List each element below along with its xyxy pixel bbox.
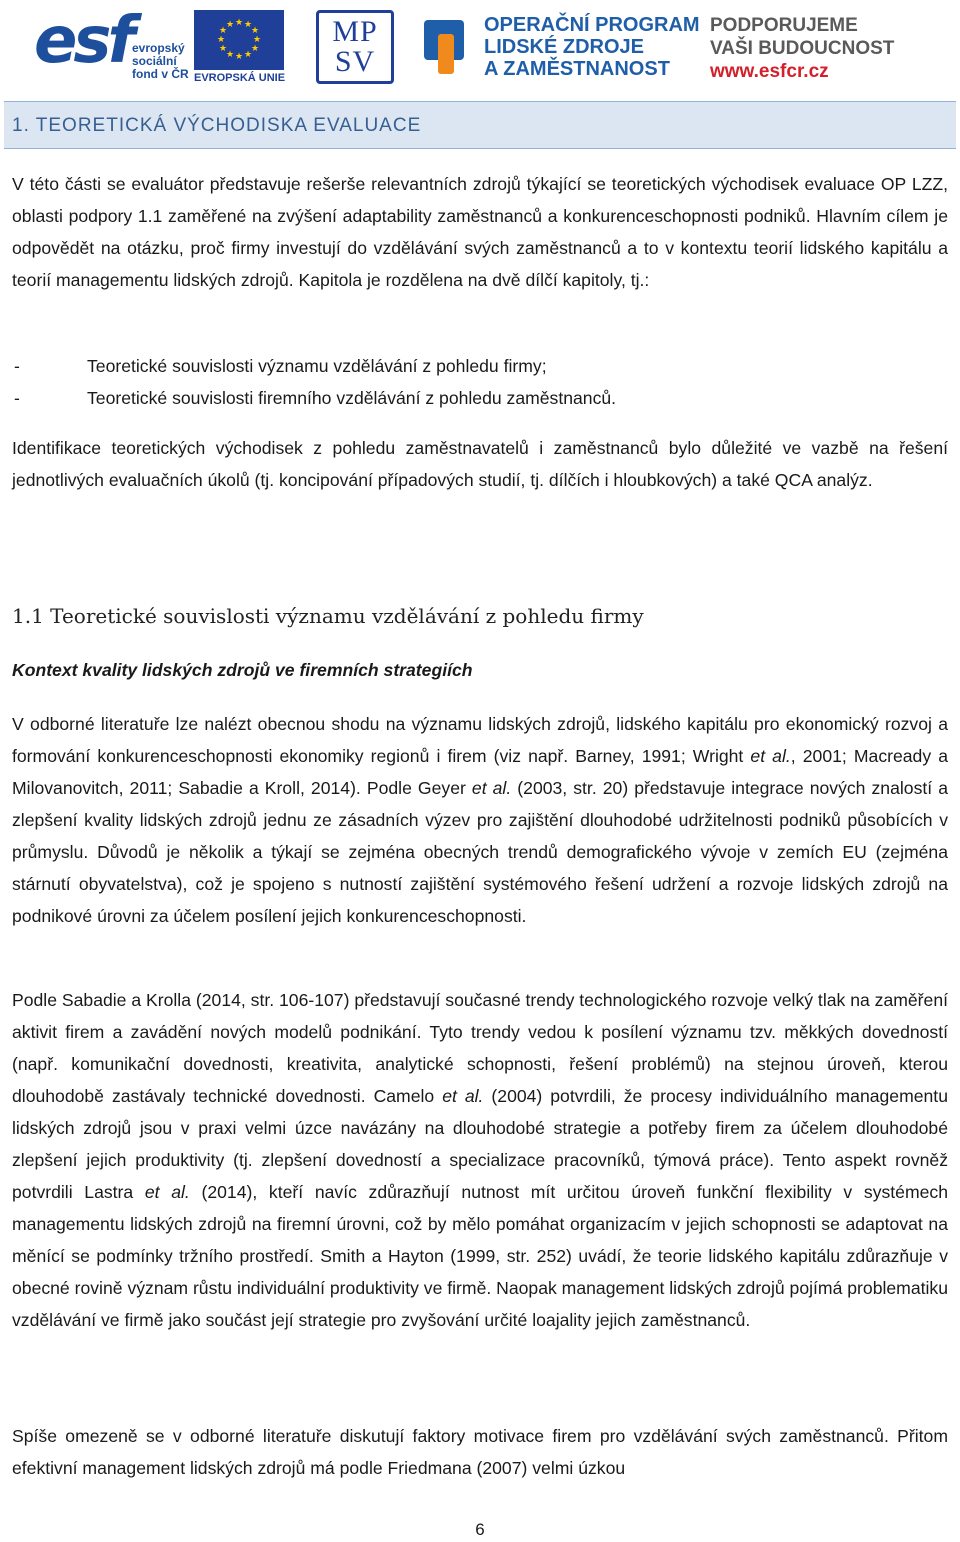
website-link[interactable]: www.esfcr.cz [710, 61, 829, 82]
svg-text:★: ★ [243, 20, 253, 30]
eu-flag-icon [194, 10, 284, 70]
para-identification [12, 432, 948, 496]
eu-logo [194, 10, 290, 84]
list-item: - Teoretické souvislosti významu vzdělávání z pohledu firmy; [12, 350, 948, 382]
page-number: 6 [475, 1520, 485, 1539]
svg-text:★: ★ [218, 26, 228, 36]
list-item: - Teoretické souvislosti firemního vzdělávání z pohledu zaměstnanců. [12, 382, 948, 414]
svg-text:★: ★ [216, 35, 226, 45]
eu-caption: EVROPSKÁ UNIE [194, 72, 286, 84]
svg-text:★: ★ [243, 50, 253, 60]
svg-text:★: ★ [218, 44, 228, 54]
svg-text:★: ★ [225, 50, 235, 60]
esf-logo [34, 4, 189, 84]
mpsv-logo: MP SV [316, 10, 394, 84]
svg-text:★: ★ [225, 20, 235, 30]
para-motivation [12, 1420, 948, 1484]
op-program-icon [414, 14, 472, 80]
paragraph: V odborné literatuře lze nalézt obecnou shodu na významu lidských zdrojů, lidského kapitálu pro ekonomický rozvoj a formování konkurenceschopnosti ekonomiky regionů i firem (viz např. Barney, 1991; Wright et al., 2001; Macready a Milovanovitch, 2011; Sabadie a Kroll, 2014). Podle Geyer et al. (2003, str. 20) představuje integrace nových znalostí a zlepšení kvality lidských zdrojů jednu ze zásadních výzev pro zajištění dlouhodobé udržitelnosti podniků působících v průmyslu. Důvodů je několik a týkají se zejména obecných trendů demografického vývoje v zemích EU (zejména stárnutí obyvatelstva), což je spojeno s nutností zajištění systémového řešení udržení a rozvoje lidských zdrojů na podnikové úrovni za účelem posílení jejich konkurenceschopnosti. [12, 714, 948, 926]
svg-text:★: ★ [250, 26, 260, 36]
intro-block [12, 168, 948, 296]
paragraph: Spíše omezeně se v odborné literatuře diskutují faktory motivace firem pro vzdělávání svých zaměstnanců. Přitom efektivní management lidských zdrojů má podle Friedmana (2007) velmi úzkou [12, 1426, 948, 1478]
para-context [12, 708, 948, 932]
para-trends [12, 984, 948, 1336]
subsection-subtitle: Kontext kvality lidských zdrojů ve firemních strategiích [12, 660, 473, 680]
svg-text:★: ★ [250, 44, 260, 54]
support-slogan: PODPORUJEME VAŠI BUDOUCNOST www.esfcr.cz [710, 15, 895, 82]
logo-band [0, 0, 960, 96]
svg-text:★: ★ [234, 52, 244, 62]
subsection-title: 1.1 Teoretické souvislosti významu vzdělávání z pohledu firmy [12, 604, 644, 628]
esf-logo-caption: evropský sociální fond v ČR [132, 41, 189, 81]
paragraph: Podle Sabadie a Krolla (2014, str. 106-107) představují současné trendy technologického rozvoje velký tlak na zaměření aktivit firem a zavádění nových modelů podnikání. Tyto trendy vedou k posílení významu tzv. měkkých dovedností (např. komunikační dovednosti, kreativita, analytické schopnosti, řešení problémů) na stejnou úroveň, kterou dlouhodobě zastávaly technické dovednosti. Camelo et al. (2004) potvrdili, že procesy individuálního managementu lidských zdrojů jsou v praxi velmi úzce navázány na dlouhodobé strategie a potřeby firem za účelem dlouhodobé zlepšení jejich produktivity (tj. zlepšení dovedností a specializace pracovníků, týmová práce). Tento aspekt rovněž potvrdili Lastra et al. (2014), kteří navíc zdůrazňují nutnost mít určitou úroveň funkční flexibility v systémech managementu lidských zdrojů na firemní úrovni, což by mělo pomáhat organizacím v jejich schopnosti se adaptovat na měnící se podmínky tržního prostředí. Smith a Hayton (1999, str. 252) uvádí, že teorie lidského kapitálu zdůrazňuje v obecné rovině význam růstu individuální produktivity ve firmě. Naopak management lidských zdrojů pojímá problematiku vzdělávání ve firmě jako součást její strategie pro zvyšování určité loajality jejich zaměstnanců. [12, 990, 948, 1330]
chapter-list [12, 350, 948, 414]
intro-paragraph: V této části se evaluátor představuje rešerše relevantních zdrojů týkající se teoretických východisek evaluace OP LZZ, oblasti podpory 1.1 zaměřené na zvýšení adaptability zaměstnanců a konkurenceschopnosti podniků. Hlavním cílem je odpovědět na otázku, proč firmy investují do vzdělávání svých zaměstnanců a to v kontextu teorií lidského kapitálu a teorií managementu lidských zdrojů. Kapitola je rozdělena na dvě dílčí kapitoly, tj.: [12, 174, 948, 290]
paragraph: Identifikace teoretických východisek z pohledu zaměstnavatelů i zaměstnanců bylo důležité ve vazbě na řešení jednotlivých evaluačních úkolů (tj. koncipování případových studií, tj. dílčích i hloubkových) a také QCA analýz. [12, 438, 948, 490]
op-program-title: OPERAČNÍ PROGRAM LIDSKÉ ZDROJE A ZAMĚSTNANOST [484, 14, 700, 80]
section-heading [4, 101, 956, 149]
esf-logo-word: esf [34, 4, 132, 78]
svg-text:★: ★ [252, 35, 262, 45]
section-title: 1. TEORETICKÁ VÝCHODISKA EVALUACE [12, 115, 422, 136]
svg-text:★: ★ [234, 18, 244, 28]
